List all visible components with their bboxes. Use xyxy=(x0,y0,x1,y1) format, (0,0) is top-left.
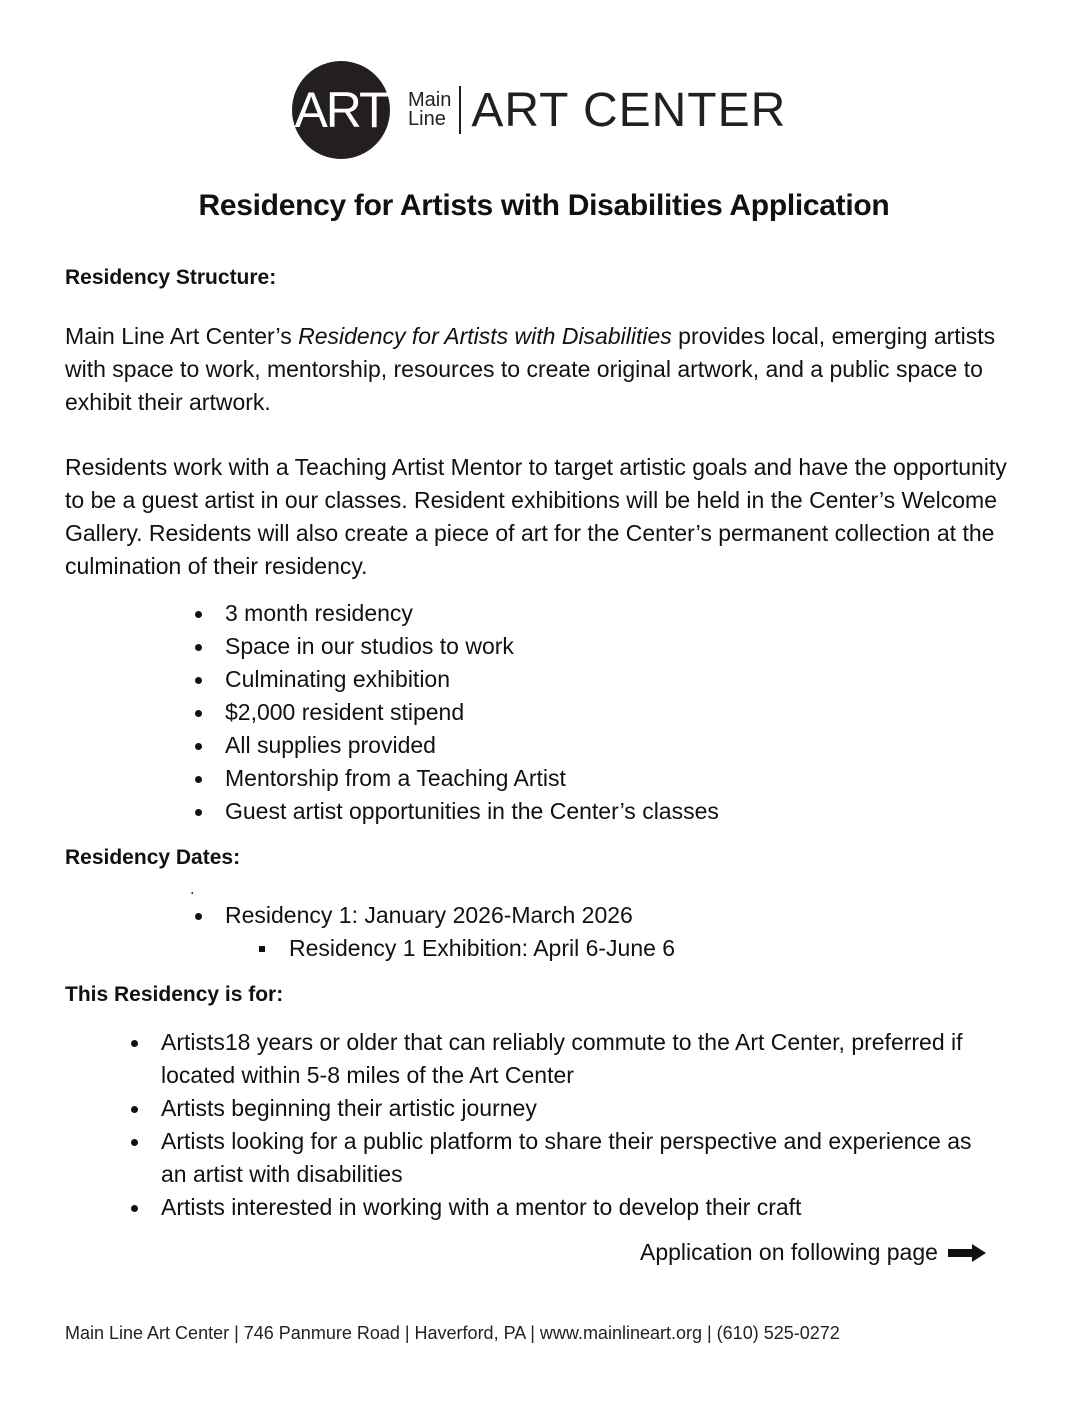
list-item: Artists beginning their artistic journey xyxy=(131,1092,1001,1125)
logo-main: Main xyxy=(408,89,452,111)
eligibility-list xyxy=(131,1026,1001,1224)
list-item: Artists looking for a public platform to share their perspective and experience as an artist with disabilities xyxy=(131,1125,1001,1191)
list-item: All supplies provided xyxy=(195,729,995,762)
para1-text: Main Line Art Center’s xyxy=(65,323,299,349)
footer-contact: Main Line Art Center | 746 Panmure Road | Haverford, PA | www.mainlineart.org | (610) 525-0272 xyxy=(65,1323,840,1343)
stray-dot: . xyxy=(190,881,195,898)
list-item: 3 month residency xyxy=(195,597,995,630)
list-item-residency: Residency 1: January 2026-March 2026 xyxy=(195,899,995,932)
list-item: Space in our studios to work xyxy=(195,630,995,663)
next-page-label: Application on following page xyxy=(640,1239,938,1265)
logo-line: Line xyxy=(408,108,446,130)
eligibility-heading: This Residency is for: xyxy=(65,983,284,1006)
logo-divider xyxy=(459,86,461,134)
structure-paragraph-2: Residents work with a Teaching Artist Mentor to target artistic goals and have the opportunity to be a guest artist in our classes. Resident exhibitions will be held in the Center’s Welcome Gallery. Residents will also create a piece of art for the Center’s permanent collection at the culmination of their residency. xyxy=(65,454,1007,579)
list-item: Culminating exhibition xyxy=(195,663,995,696)
arrow-right-icon xyxy=(948,1245,986,1261)
logo xyxy=(292,60,786,160)
dates-heading: Residency Dates: xyxy=(65,846,241,869)
next-page-note xyxy=(640,1239,986,1266)
logo-mainline xyxy=(408,91,451,129)
structure-paragraph-1 xyxy=(65,320,1025,419)
structure-heading: Residency Structure: xyxy=(65,266,277,289)
list-item: $2,000 resident stipend xyxy=(195,696,995,729)
list-item: Guest artist opportunities in the Center’s classes xyxy=(195,795,995,828)
program-name: Residency for Artists with Disabilities xyxy=(298,323,672,349)
logo-art-center: ART CENTER xyxy=(471,83,787,137)
list-item: Artists18 years or older that can reliably commute to the Art Center, preferred if located within 5-8 miles of the Art Center xyxy=(131,1026,1001,1092)
dates-sublist xyxy=(259,932,959,965)
list-item-exhibition: Residency 1 Exhibition: April 6-June 6 xyxy=(259,932,959,965)
page-title: Residency for Artists with Disabilities Application xyxy=(198,189,890,222)
logo-circle: ART xyxy=(292,61,390,159)
list-item: Artists interested in working with a mentor to develop their craft xyxy=(131,1191,1001,1224)
list-item: Mentorship from a Teaching Artist xyxy=(195,762,995,795)
para1-text-end: provides local, emerging artists with space to work, mentorship, resources to create original artwork, and a public space to exhibit their artwork. xyxy=(65,323,996,415)
dates-list xyxy=(195,899,995,932)
structure-benefits-list xyxy=(195,597,995,828)
